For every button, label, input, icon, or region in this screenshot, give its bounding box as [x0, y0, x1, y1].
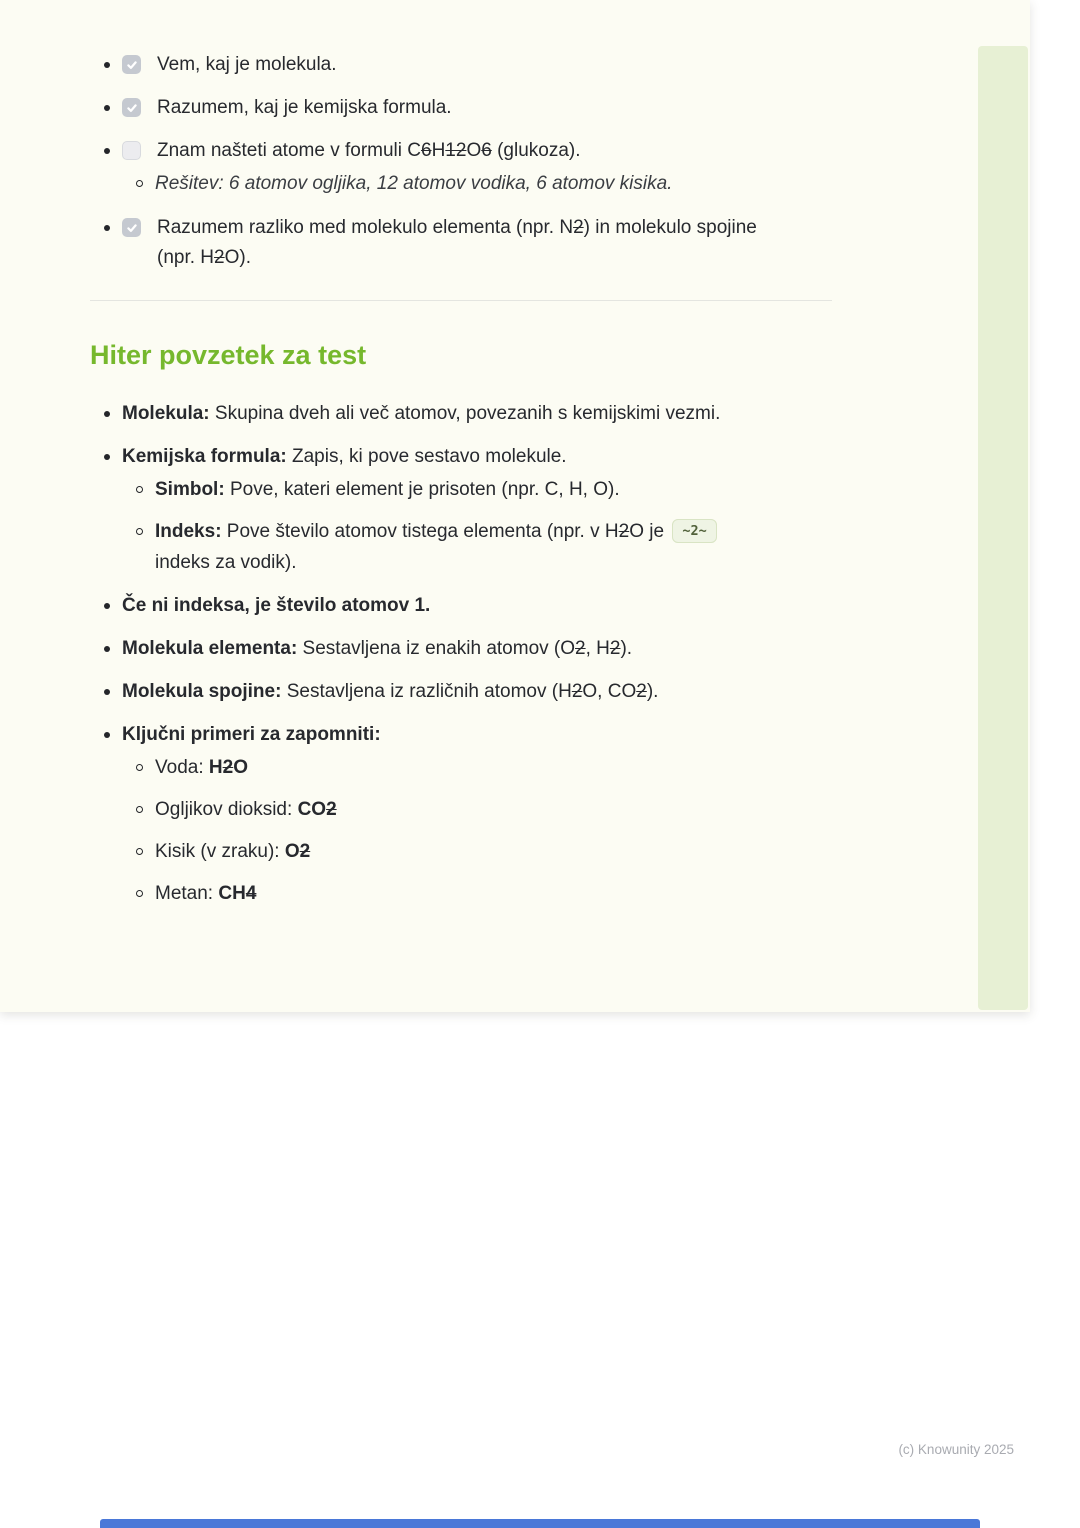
circle-bullet-icon: [136, 890, 143, 897]
next-page-edge: [100, 1519, 980, 1528]
summary-sub-text: Indeks: Pove število atomov tistega elementa (npr. v H2O je ~2~ indeks za vodik).: [155, 517, 775, 578]
checkbox-icon[interactable]: [122, 218, 141, 237]
check-icon: [126, 59, 138, 71]
example-text: Voda: H2O: [155, 757, 248, 778]
circle-bullet-icon: [136, 848, 143, 855]
checklist-item-text: Znam našteti atome v formuli C6H12O6 (glukoza).: [157, 140, 581, 161]
bullet-icon: [104, 411, 110, 417]
circle-bullet-icon: [136, 180, 143, 187]
example-item: [136, 753, 832, 783]
bullet-icon: [104, 148, 110, 154]
checklist-item: [104, 213, 832, 273]
example-text: Ogljikov dioksid: CO2: [155, 799, 337, 820]
summary-item-text: Molekula: Skupina dveh ali več atomov, povezanih s kemijskimi vezmi.: [122, 403, 721, 424]
bullet-icon: [104, 689, 110, 695]
example-text: Kisik (v zraku): O2: [155, 841, 311, 862]
bullet-icon: [104, 105, 110, 111]
summary-item: [104, 591, 832, 621]
summary-item: [104, 442, 832, 578]
summary-item-text: Molekula elementa: Sestavljena iz enakih atomov (O2, H2).: [122, 638, 633, 659]
summary-item: [104, 399, 832, 429]
summary-item-text: Če ni indeksa, je število atomov 1.: [122, 595, 431, 616]
check-icon: [126, 222, 138, 234]
bullet-icon: [104, 732, 110, 738]
checklist-item-text: Vem, kaj je molekula.: [157, 54, 337, 75]
summary-sublist: [136, 475, 832, 578]
notes-content: [90, 50, 832, 922]
summary-sub-text: Simbol: Pove, kateri element je prisoten (npr. C, H, O).: [155, 479, 620, 500]
bullet-icon: [104, 225, 110, 231]
summary-sub-item: [136, 517, 832, 578]
checklist-item: [104, 50, 832, 80]
solution-item: [136, 169, 832, 199]
checklist-item-text: Razumem razliko med molekulo elementa (npr. N2) in molekulo spojine (npr. H2O).: [157, 217, 757, 268]
page-edge-stripe: [978, 46, 1028, 1010]
solution-sublist: [136, 169, 832, 199]
summary-item: [104, 720, 832, 909]
checklist-item: [104, 93, 832, 123]
example-item: [136, 795, 832, 825]
examples-sublist: [136, 753, 832, 909]
checkbox-icon[interactable]: [122, 98, 141, 117]
bullet-icon: [104, 603, 110, 609]
solution-text: Rešitev: 6 atomov ogljika, 12 atomov vodika, 6 atomov kisika.: [155, 173, 673, 194]
example-item: [136, 837, 832, 867]
copyright-text: (c) Knowunity 2025: [898, 1442, 1014, 1457]
circle-bullet-icon: [136, 806, 143, 813]
bullet-icon: [104, 454, 110, 460]
checklist-item-text: Razumem, kaj je kemijska formula.: [157, 97, 452, 118]
check-icon: [126, 102, 138, 114]
bullet-icon: [104, 62, 110, 68]
summary-item-text: Kemijska formula: Zapis, ki pove sestavo molekule.: [122, 446, 567, 467]
section-heading: Hiter povzetek za test: [90, 340, 367, 370]
example-item: [136, 879, 832, 909]
summary-item-text: Ključni primeri za zapomniti:: [122, 724, 381, 745]
summary-item: [104, 634, 832, 664]
summary-list: [90, 399, 832, 909]
summary-item-text: Molekula spojine: Sestavljena iz različnih atomov (H2O, CO2).: [122, 681, 659, 702]
checkbox-icon[interactable]: [122, 141, 141, 160]
checklist: [90, 50, 832, 273]
circle-bullet-icon: [136, 486, 143, 493]
example-text: Metan: CH4: [155, 883, 257, 904]
section-divider: [90, 300, 832, 301]
summary-sub-item: [136, 475, 832, 505]
bullet-icon: [104, 646, 110, 652]
checklist-item: [104, 136, 832, 199]
circle-bullet-icon: [136, 528, 143, 535]
summary-item: [104, 677, 832, 707]
circle-bullet-icon: [136, 764, 143, 771]
checkbox-icon[interactable]: [122, 55, 141, 74]
